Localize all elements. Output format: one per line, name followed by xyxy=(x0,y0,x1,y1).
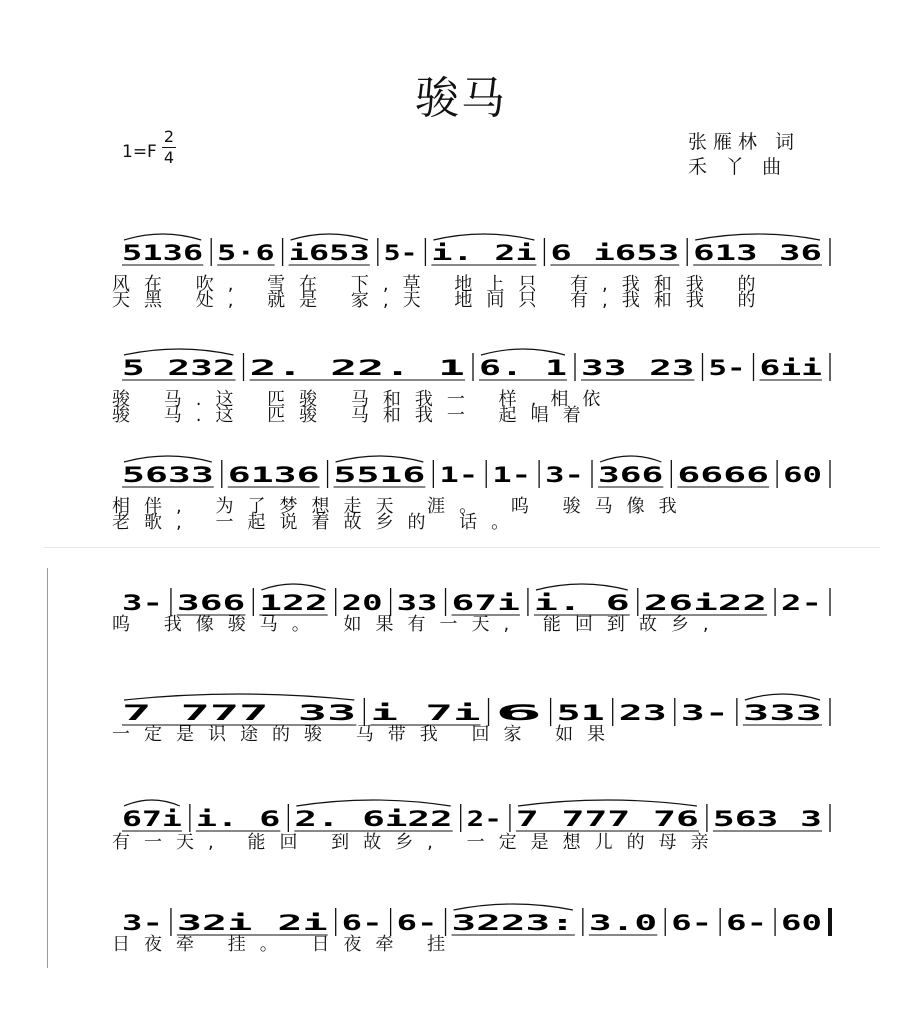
measure-notes: 3- xyxy=(545,463,584,487)
notation-row xyxy=(0,796,922,836)
measure-notes: 2- xyxy=(781,591,822,615)
measure-notes: 23 xyxy=(618,701,667,725)
measure-notes: 613 36 xyxy=(693,241,822,265)
slur-arc xyxy=(536,584,628,590)
measure-notes: 333 xyxy=(742,701,822,725)
measure-notes: 20 xyxy=(341,591,383,615)
measure-notes: 5- xyxy=(708,356,746,380)
slur-arc xyxy=(261,584,325,590)
measure-notes: 3223: xyxy=(451,911,575,935)
measure-notes: 563 3 xyxy=(712,807,822,831)
measure-notes: 2. 22. 1 xyxy=(249,356,465,380)
time-signature-bottom: 4 xyxy=(163,148,175,167)
measure-notes: 5633 xyxy=(122,463,214,487)
measure-notes: 6136 xyxy=(227,463,320,487)
lyric-line: 相伴, 为了梦想走天 涯。 呜 骏马像我 xyxy=(112,496,691,517)
measure-notes: 33 xyxy=(396,591,438,615)
measure-notes: i 7i xyxy=(370,701,481,725)
slur-arc xyxy=(454,904,573,910)
measure-notes: 3- xyxy=(122,591,163,615)
measure-notes: 2- xyxy=(466,807,502,831)
measure-notes: 60 xyxy=(783,463,822,487)
measure-notes: 6- xyxy=(396,911,438,935)
measure-notes: 67i xyxy=(122,807,182,831)
key-signature: 1=F xyxy=(122,142,157,162)
measure-notes: 6. 1 xyxy=(479,356,567,380)
measure-notes: i653 xyxy=(288,241,370,265)
lyric-line: 骏 马.这 匹骏 马和我一 起唱着 xyxy=(112,405,595,426)
lyricist-credit: 张雁林 词 xyxy=(688,131,801,153)
slur-arc xyxy=(124,456,212,462)
lyric-line: 日夜牵 挂。 日夜牵 挂 xyxy=(112,934,460,955)
time-signature xyxy=(162,128,176,167)
measure-notes: 7 777 33 xyxy=(122,701,357,725)
notation-row xyxy=(0,230,922,270)
notation-row xyxy=(0,345,922,385)
lyric-line: 骏 马.这 匹骏 马和我一 样,相依 xyxy=(112,389,615,410)
lyric-line: 有一天, 能回 到故乡, 一定是想儿的母亲 xyxy=(112,832,723,853)
measure-notes: 122 xyxy=(259,591,328,615)
measure-notes: 6 xyxy=(494,701,543,725)
lyric-line: 呜 我像骏马。 如果有一天, 能回到故乡, xyxy=(112,614,723,635)
measure-notes: 3- xyxy=(122,911,163,935)
measure-notes: 60 xyxy=(781,911,822,935)
notation-row xyxy=(0,452,922,492)
measure-notes: 6ii xyxy=(759,356,822,380)
lyric-line: 天黑 处, 就是 家,天 地间只 有,我和我 的 xyxy=(112,290,770,311)
slur-arc xyxy=(481,349,565,355)
measure-notes: 3.0 xyxy=(588,911,658,935)
composer-credit: 禾 丫 曲 xyxy=(688,156,788,178)
measure-notes: 3- xyxy=(680,701,729,725)
measure-notes: 6- xyxy=(341,911,383,935)
measure-notes: 1- xyxy=(492,463,532,487)
slur-arc xyxy=(433,234,534,240)
lyric-line: 风在 吹, 雪在 下,草 地上只 有,我和我 的 xyxy=(112,274,770,295)
measure-notes: i. 2i xyxy=(431,241,537,265)
song-title: 骏马 xyxy=(415,73,507,124)
measure-notes: 51 xyxy=(556,701,605,725)
slur-arc xyxy=(745,694,820,700)
measure-notes: 366 xyxy=(176,591,246,615)
measure-notes: 67i xyxy=(451,591,520,615)
slur-arc xyxy=(296,800,450,806)
measure-notes: 6666 xyxy=(677,463,770,487)
measure-notes: 7 777 76 xyxy=(515,807,699,831)
slur-arc xyxy=(600,456,661,462)
measure-notes: 5516 xyxy=(333,463,426,487)
measure-notes: 5136 xyxy=(122,241,204,265)
measure-notes: 26i22 xyxy=(643,591,768,615)
time-signature-top: 2 xyxy=(163,127,175,146)
measure-notes: 1- xyxy=(439,463,479,487)
measure-notes: 6- xyxy=(726,911,768,935)
measure-notes: 366 xyxy=(598,463,664,487)
slur-arc xyxy=(124,694,354,700)
slur-arc xyxy=(291,234,368,240)
slur-arc xyxy=(124,800,180,806)
measure-notes: 32i 2i xyxy=(176,911,328,935)
lyric-line: 老歌, 一起说着故乡的 话。 xyxy=(112,512,524,533)
measure-notes: 33 23 xyxy=(581,356,695,380)
lyric-line: 一定是识途的骏 马带我 回家 如果 xyxy=(112,724,620,745)
slur-arc xyxy=(124,349,234,355)
measure-notes: i. 6 xyxy=(533,591,630,615)
slur-arc xyxy=(695,234,820,240)
section-divider xyxy=(44,547,880,548)
slur-arc xyxy=(518,800,697,806)
measure-notes: 5- xyxy=(383,241,418,265)
measure-notes: i. 6 xyxy=(195,807,281,831)
measure-notes: 2. 6i22 xyxy=(294,807,453,831)
measure-notes: 5 232 xyxy=(122,356,236,380)
measure-notes: 5·6 xyxy=(217,241,275,265)
measure-notes: 6 i653 xyxy=(550,241,680,265)
slur-arc xyxy=(336,456,424,462)
measure-notes: 6- xyxy=(671,911,713,935)
slur-arc xyxy=(124,234,201,240)
